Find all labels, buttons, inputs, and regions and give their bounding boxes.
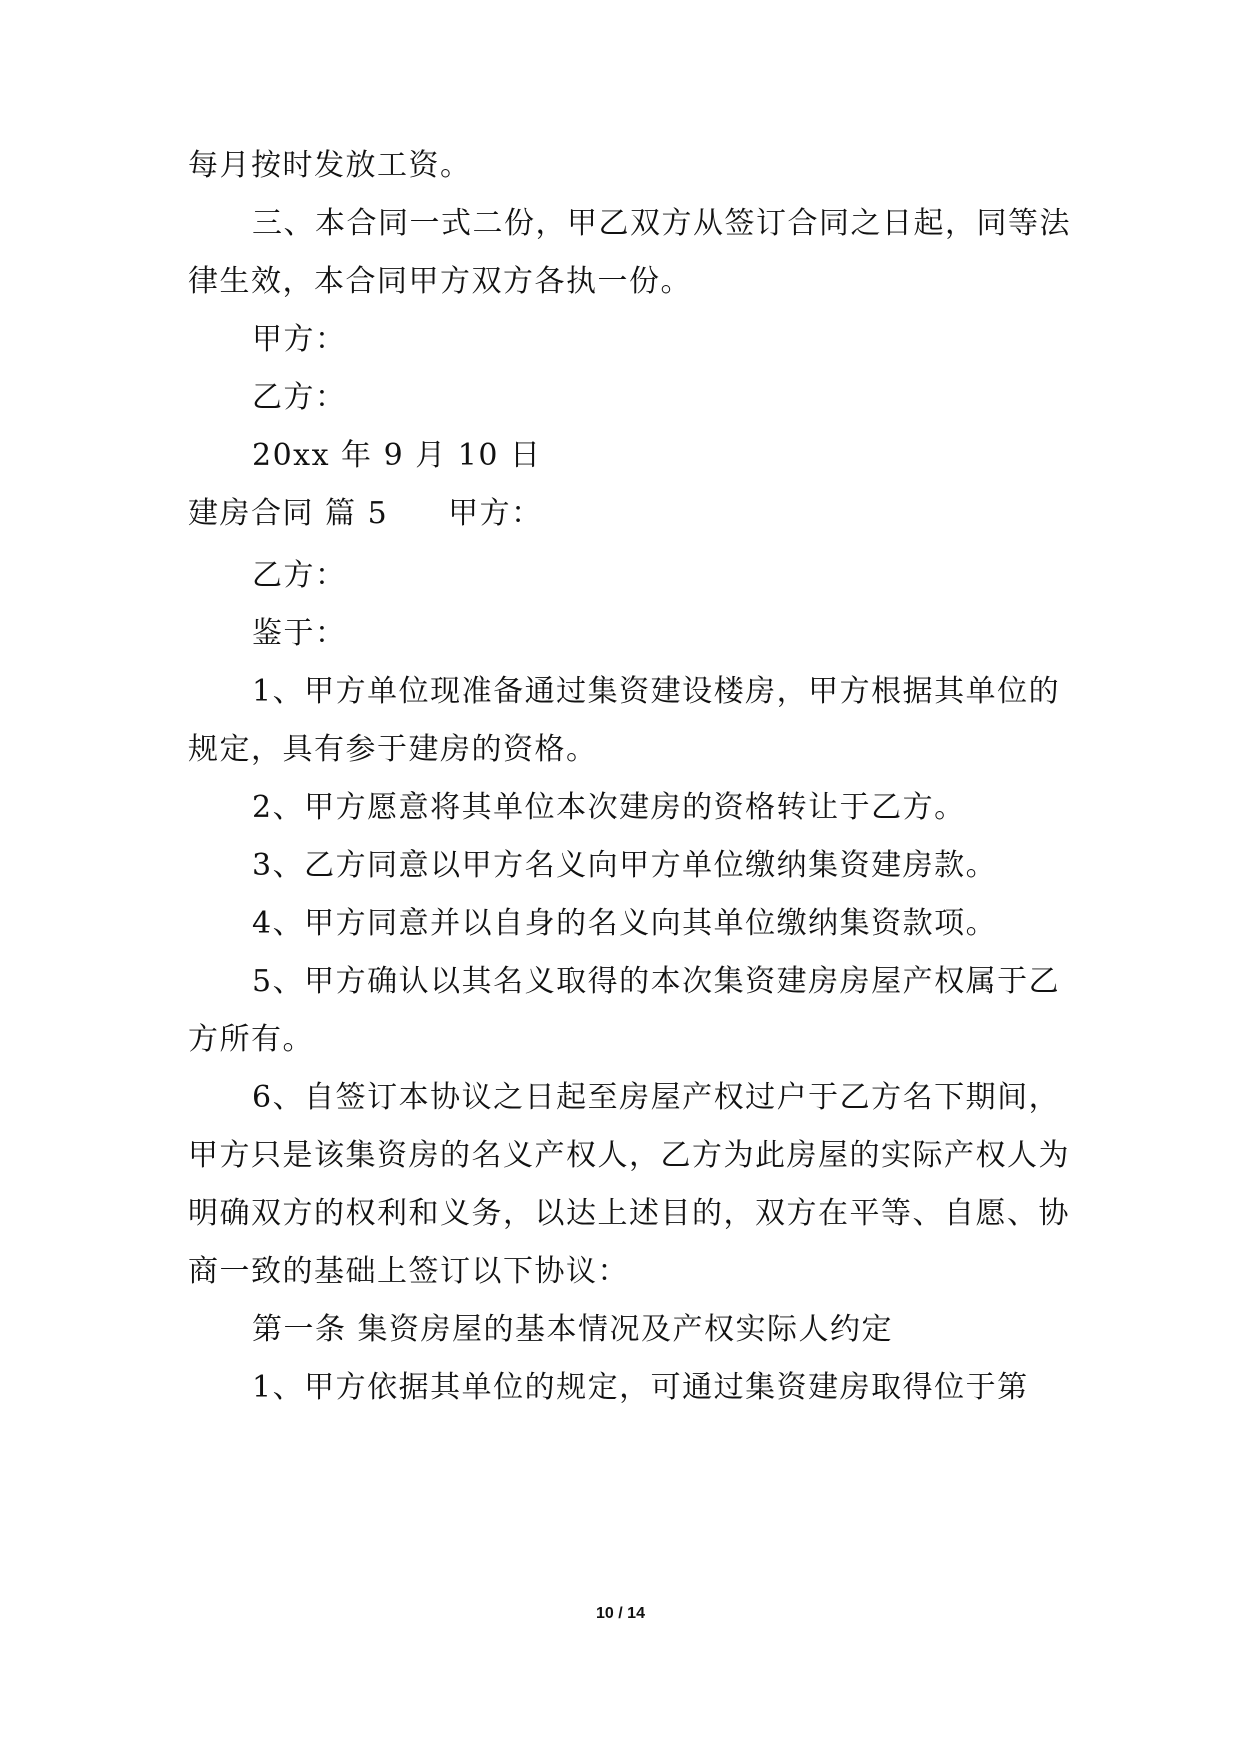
- paragraph-line: 2、甲方愿意将其单位本次建房的资格转让于乙方。: [252, 790, 966, 825]
- paragraph-line: 律生效，本合同甲方双方各执一份。: [188, 264, 692, 299]
- party-b-label: 乙方：: [252, 380, 347, 415]
- paragraph-line: 5、甲方确认以其名义取得的本次集资建房房屋产权属于乙: [252, 964, 1061, 999]
- paragraph-line: 1、甲方依据其单位的规定，可通过集资建房取得位于第: [252, 1370, 1029, 1405]
- party-a-label: 甲方：: [252, 322, 347, 357]
- paragraph-line: 方所有。: [188, 1022, 314, 1057]
- paragraph-line: 商一致的基础上签订以下协议：: [188, 1254, 629, 1289]
- section-title: 建房合同 篇 5: [188, 496, 389, 531]
- paragraph-line: 6、自签订本协议之日起至房屋产权过户于乙方名下期间，: [252, 1080, 1061, 1115]
- paragraph-line: 1、甲方单位现准备通过集资建设楼房，甲方根据其单位的: [252, 674, 1061, 709]
- paragraph-line: 4、甲方同意并以自身的名义向其单位缴纳集资款项。: [252, 906, 998, 941]
- date-line: 20xx 年 9 月 10 日: [252, 438, 542, 473]
- paragraph-line: 鉴于：: [252, 616, 347, 651]
- page-number: 10 / 14: [596, 1605, 645, 1622]
- paragraph-line: 每月按时发放工资。: [188, 148, 472, 183]
- paragraph-line: 规定，具有参于建房的资格。: [188, 732, 598, 767]
- paragraph-line: 甲方只是该集资房的名义产权人，乙方为此房屋的实际产权人为: [188, 1138, 1070, 1173]
- paragraph-line: 3、乙方同意以甲方名义向甲方单位缴纳集资建房款。: [252, 848, 998, 883]
- section-title-row: [188, 494, 543, 534]
- party-b-label: 乙方：: [252, 558, 347, 593]
- paragraph-line: 明确双方的权利和义务，以达上述目的，双方在平等、自愿、协: [188, 1196, 1070, 1231]
- party-a-label: 甲方：: [448, 496, 543, 531]
- paragraph-line: 三、本合同一式二份，甲乙双方从签订合同之日起，同等法: [252, 206, 1071, 241]
- article-heading: 第一条 集资房屋的基本情况及产权实际人约定: [252, 1312, 894, 1347]
